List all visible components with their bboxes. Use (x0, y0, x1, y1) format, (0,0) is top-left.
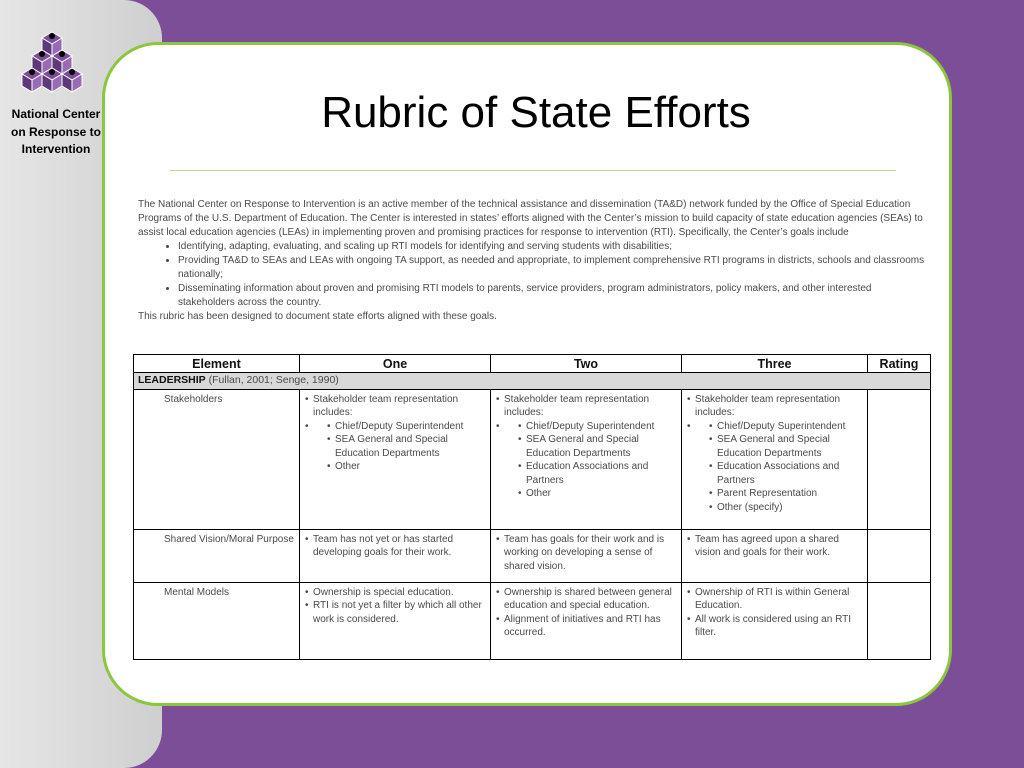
list-item: • Other (specify) (717, 501, 863, 515)
slide-title: Rubric of State Efforts (321, 88, 751, 137)
header-rating: Rating (868, 355, 931, 373)
cell-text: • Ownership is special education. (313, 586, 486, 600)
list-item: • Parent Representation (717, 487, 863, 501)
cell-three (682, 582, 868, 659)
document-excerpt (138, 198, 930, 324)
list-item: • Education Associations and Partners (717, 460, 863, 487)
goal-item: • Identifying, adapting, evaluating, and scaling up RTI models for identifying and serving students with disabilities; (178, 240, 930, 254)
list-item: • SEA General and Special Education Departments (717, 433, 863, 460)
list-item: • Education Associations and Partners (526, 460, 677, 487)
list-item: • • Chief/Deputy Superintendent (335, 420, 486, 434)
list-item: • • Chief/Deputy Superintendent (526, 420, 677, 434)
cell-rating (868, 582, 931, 659)
list-item: • SEA General and Special Education Departments (526, 433, 677, 460)
list-item: • • Chief/Deputy Superintendent (717, 420, 863, 434)
cell-text: • Stakeholder team representation includes: (313, 393, 486, 420)
cell-two (491, 529, 682, 582)
element-mental-models: Mental Models (134, 582, 300, 659)
table-row (134, 582, 931, 659)
cell-text: • All work is considered using an RTI filter. (695, 613, 863, 640)
title-divider (170, 170, 896, 171)
goals-list (138, 240, 930, 310)
header-row (134, 355, 931, 373)
table-row (134, 529, 931, 582)
cell-text: • RTI is not yet a filter by which all other work is considered. (313, 599, 486, 626)
header-three: Three (682, 355, 868, 373)
section-row (134, 373, 931, 389)
cell-one (300, 529, 491, 582)
list-item: • Other (526, 487, 677, 501)
cell-text: • Team has goals for their work and is working on developing a sense of shared vision. (504, 533, 677, 574)
cell-one (300, 389, 491, 529)
cell-rating (868, 529, 931, 582)
goal-item: • Disseminating information about proven and promising RTI models to parents, service providers, program administrators, policy makers, and other interested stakeholders across the country. (178, 282, 930, 310)
cell-text: • Team has not yet or has started developing goals for their work. (313, 533, 486, 560)
cell-two (491, 389, 682, 529)
cell-text: • Stakeholder team representation includes: (504, 393, 677, 420)
goal-item: • Providing TA&D to SEAs and LEAs with ongoing TA support, as needed and appropriate, to implement comprehensive RTI programs in districts, schools and classrooms nationally; (178, 254, 930, 282)
cell-three (682, 529, 868, 582)
cell-two (491, 582, 682, 659)
ncrti-cubes-logo-icon (14, 30, 90, 102)
header-two: Two (491, 355, 682, 373)
cell-rating (868, 389, 931, 529)
cell-text: • Stakeholder team representation includes: (695, 393, 863, 420)
cell-text: • Ownership of RTI is within General Education. (695, 586, 863, 613)
section-label: LEADERSHIP (138, 374, 206, 387)
cell-text: • Alignment of initiatives and RTI has occurred. (504, 613, 677, 640)
list-item: • SEA General and Special Education Departments (335, 433, 486, 460)
org-name: National Center on Response to Intervention (10, 107, 101, 156)
element-stakeholders: Stakeholders (134, 389, 300, 529)
cell-three (682, 389, 868, 529)
list-item: • Other (335, 460, 486, 474)
element-shared-vision: Shared Vision/Moral Purpose (134, 529, 300, 582)
section-leadership (134, 373, 931, 389)
cell-text: • Team has agreed upon a shared vision and goals for their work. (695, 533, 863, 560)
header-element: Element (134, 355, 300, 373)
header-one: One (300, 355, 491, 373)
section-citation: (Fullan, 2001; Senge, 1990) (208, 374, 339, 387)
rubric-table (133, 354, 931, 660)
cell-text: • Ownership is shared between general education and special education. (504, 586, 677, 613)
closing-paragraph: This rubric has been designed to document state efforts aligned with these goals. (138, 311, 497, 322)
intro-paragraph: The National Center on Response to Intervention is an active member of the technical assistance and dissemination (TA&D) network funded by the Office of Special Education Programs of the U.S. Department of Education. The Center is interested in states’ efforts aligned with the Center’s mission to build capacity of state education agencies (SEAs) to assist local education agencies (LEAs) in implementing proven and promising practices for response to intervention (RTI). Specifically, the Center’s goals include (138, 199, 923, 238)
cell-one (300, 582, 491, 659)
table-row (134, 389, 931, 529)
